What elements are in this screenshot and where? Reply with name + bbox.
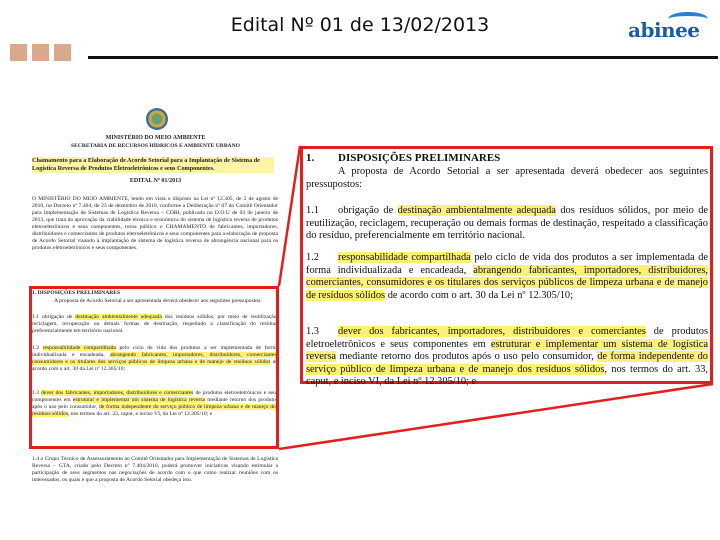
chamamento-title: Chamamento para a Elaboração de Acordo Setorial para a Implantação de Sistema de Logística Reversa de Produtos Eletroeletrônicos e seus Componentes. (32, 157, 274, 173)
left-section-1-1: 1.1 obrigação de destinação ambientalmente adequada dos resíduos sólidos, por meio de reutilização, reciclagem, recuperação ou demais formas de destinação, respeitado a classificação do resíduo, preferencialmente em território nacional. (32, 314, 278, 334)
zoom-section-heading: 1. DISPOSIÇÕES PRELIMINARES (306, 152, 501, 164)
zoom-intro: A proposta de Acordo Setorial a ser apresentada deverá obedecer aos seguintes pressupostos: (306, 166, 708, 190)
left-section-1-heading: 1. DISPOSIÇÕES PRELIMINARES (32, 290, 121, 296)
left-section-1-text: A proposta de Acordo Setorial a ser apresentada deverá obedecer aos seguintes pressupostos: (54, 298, 262, 304)
secretaria-heading: SECRETARIA DE RECURSOS HÍDRICOS E AMBIENTE URBANO (71, 143, 240, 149)
connector-line-bottom (279, 384, 713, 449)
slide-title: Edital Nº 01 de 13/02/2013 (230, 14, 490, 36)
connector-line-top (279, 146, 300, 286)
edital-intro-paragraph: O MINISTÉRIO DO MEIO AMBIENTE, tendo em vista o disposto na Lei nº 12.305, de 2 de agosto de 2010, no Decreto nº 7.404, de 23 de dezembro de 2010, conforme a Deliberação nº 07 do Comitê Orientador para Implementação de Sistemas de Logística Reversa – CORI, publicada no D.O.U de 03 de janeiro de 2013, que trata da aprovação da viabilidade técnica e econômica do sistema de logística reversa de produtos eletroeletrônicos e seus componentes, torna público o CHAMAMENTO de fabricantes, importadores, distribuidores e comerciantes de produtos eletroeletrônicos e seus componentes para a elaboração de proposta de Acordo Setorial visando à implantação de sistema de logística reversa de abrangência nacional para os produtos eletroeletrônicos e seus componentes. (32, 196, 278, 251)
zoom-section-1-3: 1.3 dever dos fabricantes, importadores, distribuidores e comerciantes de produtos eletroeletrônicos e seus componentes em estruturar e implementar um sistema de logística reversa mediante retorno dos produtos após o uso pelo consumidor, de forma independente do serviço público de limpeza urbana e de manejo dos resíduos sólidos, nos termos do art. 33, caput, e inciso VI, da Lei nº 12.305/10; e (306, 326, 708, 387)
zoomed-excerpt (306, 150, 709, 387)
left-section-1-2: 1.2 responsabilidade compartilhada pelo ciclo de vida dos produtos a ser implementada de forma individualizada e encadeada, abrangendo fabricantes, importadores, distribuidores, comerciantes, consumidores e os titulares dos serviços públicos de limpeza urbana e de manejo de resíduos sólidos de acordo com o art. 30 da Lei nº 12.305/10; (32, 345, 279, 372)
zoom-section-1-2: 1.2 responsabilidade compartilhada pelo ciclo de vida dos produtos a ser implementada de forma individualizada e encadeada, abrangendo fabricantes, importadores, distribuidores, comerciantes, consumidores e os titulares dos serviços públicos de limpeza urbana e de manejo de resíduos sólidos de acordo com o art. 30 da Lei nº 12.305/10; (306, 252, 709, 301)
zoom-section-1-1: 1.1 obrigação de destinação ambientalmente adequada dos resíduos sólidos, por meio de reutilização, reciclagem, recuperação ou demais formas de destinação, respeitado a classificação do resíduo, preferencialmente em território nacional. (306, 205, 709, 241)
edital-number: EDITAL Nº 01/2013 (129, 178, 182, 184)
left-section-1-3: 1.3 dever dos fabricantes, importadores, distribuidores e comerciantes de produtos eletroeletrônicos e seus componentes em estruturar e implementar um sistema de logística reversa mediante retorno dos produtos após o uso pelo consumidor, de forma independente do serviço público de limpeza urbana e de manejo dos resíduos sólidos, nos termos do art. 33, caput, e inciso VI, da Lei nº 12.305/10; e (32, 390, 279, 417)
left-section-after: 1.4 o Grupo Técnico de Assessoramento ao Comitê Orientador para Implementação de Sistemas de Logística Reversa – GTA, criado pelo Decreto nº 7.404/2010, poderá promover iniciativas visando estimular a participação de seus segmentos nas negociações de acordo com o que como realizar reuniões com os interessados, os quais e que a proposta de Acordo Setorial obedeça isto. (32, 456, 278, 483)
logo-text: abinee (628, 18, 700, 42)
ministry-heading: MINISTÉRIO DO MEIO AMBIENTE (105, 135, 206, 141)
